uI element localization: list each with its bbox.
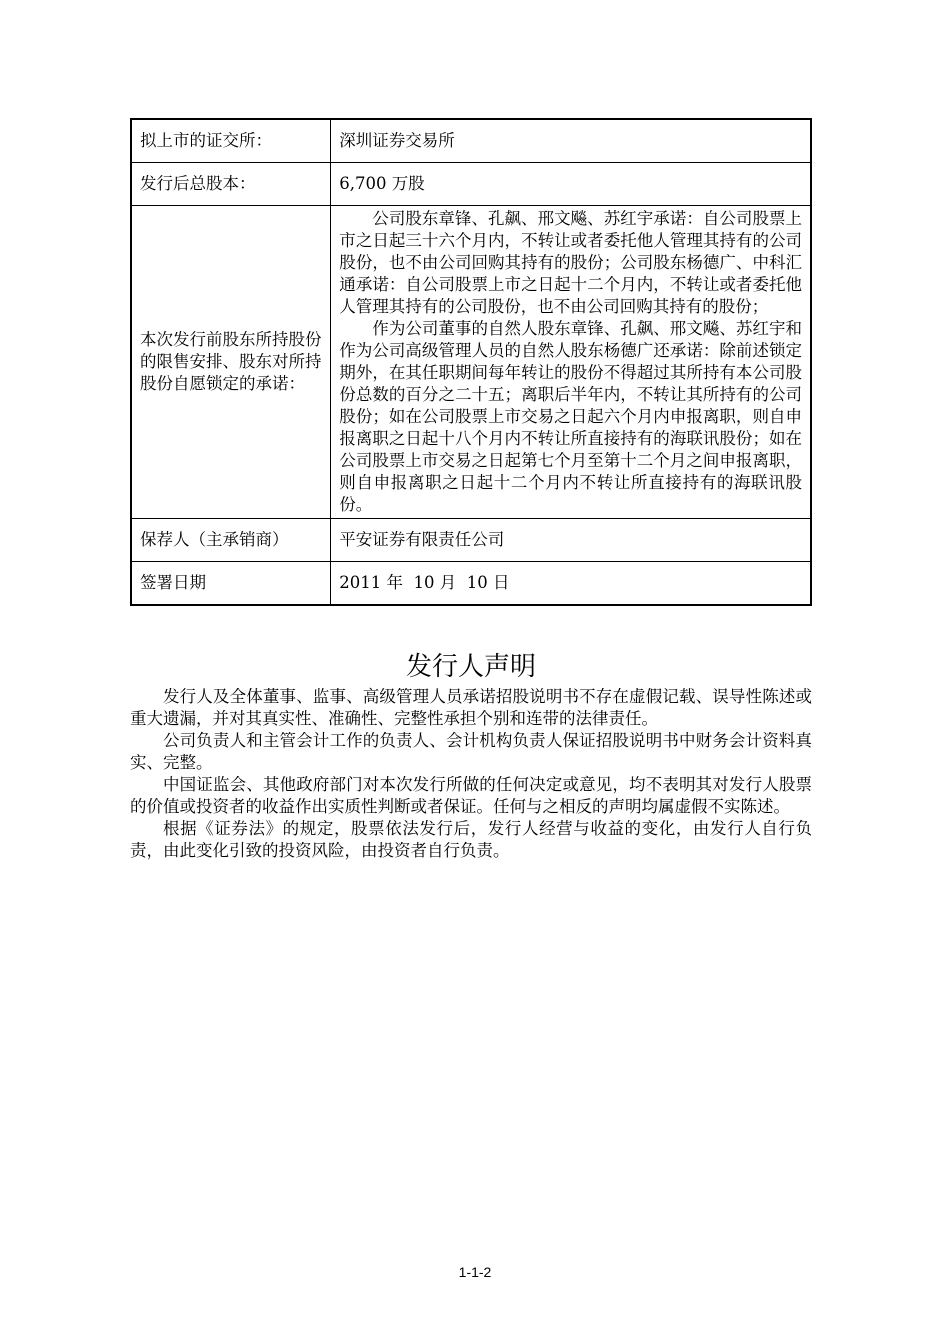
table-row-sign-date bbox=[131, 562, 811, 606]
sponsor-value: 平安证券有限责任公司 bbox=[331, 519, 811, 562]
sponsor-label: 保荐人（主承销商） bbox=[131, 519, 331, 562]
total-shares-label: 发行后总股本： bbox=[131, 163, 331, 206]
sign-date-value: 2011 年 10 月 10 日 bbox=[331, 562, 811, 606]
declaration-paragraph: 公司负责人和主管会计工作的负责人、会计机构负责人保证招股说明书中财务会计资料真实、完整。 bbox=[130, 731, 812, 772]
exchange-value: 深圳证券交易所 bbox=[331, 119, 811, 163]
lockup-paragraph: 作为公司董事的自然人股东章锋、孔飙、邢文飚、苏红宇和作为公司高级管理人员的自然人股东杨德广还承诺：除前述锁定期外，在其任职期间每年转让的股份不得超过其所持有本公司股份总数的百分之二十五；离职后半年内，不转让其所持有的公司股份；如在公司股票上市交易之日起六个月内申报离职，则自申报离职之日起十八个月内不转让所直接持有的海联讯股份；如在公司股票上市交易之日起第七个月至第十二个月之间申报离职，则自申报离职之日起十二个月内不转让所直接持有的海联讯股份。 bbox=[339, 319, 802, 514]
page-number: 1-1-2 bbox=[458, 1264, 492, 1280]
table-row-total-shares bbox=[131, 163, 811, 206]
sign-date-label: 签署日期 bbox=[131, 562, 331, 606]
lockup-value bbox=[331, 206, 811, 519]
lockup-label: 本次发行前股东所持股份的限售安排、股东对所持股份自愿锁定的承诺： bbox=[131, 206, 331, 519]
total-shares-value: 6,700 万股 bbox=[331, 163, 811, 206]
table-row-sponsor bbox=[131, 519, 811, 562]
declaration-paragraph: 发行人及全体董事、监事、高级管理人员承诺招股说明书不存在虚假记载、误导性陈述或重大遗漏，并对其真实性、准确性、完整性承担个别和连带的法律责任。 bbox=[130, 687, 812, 728]
declaration-title: 发行人声明 bbox=[405, 652, 536, 682]
declaration-body bbox=[130, 686, 812, 862]
offering-info-table bbox=[130, 118, 812, 606]
exchange-label: 拟上市的证交所： bbox=[131, 119, 331, 163]
declaration-paragraph: 中国证监会、其他政府部门对本次发行所做的任何决定或意见，均不表明其对发行人股票的价值或投资者的收益作出实质性判断或者保证。任何与之相反的声明均属虚假不实陈述。 bbox=[130, 775, 812, 816]
table-row-lockup bbox=[131, 206, 811, 519]
table-row-exchange bbox=[131, 119, 811, 163]
declaration-paragraph: 根据《证券法》的规定，股票依法发行后，发行人经营与收益的变化，由发行人自行负责，由此变化引致的投资风险，由投资者自行负责。 bbox=[130, 819, 812, 860]
lockup-paragraph: 公司股东章锋、孔飙、邢文飚、苏红宇承诺：自公司股票上市之日起三十六个月内，不转让或者委托他人管理其持有的公司股份，也不由公司回购其持有的股份；公司股东杨德广、中科汇通承诺：自公司股票上市之日起十二个月内，不转让或者委托他人管理其持有的公司股份，也不由公司回购其持有的股份； bbox=[339, 209, 802, 316]
